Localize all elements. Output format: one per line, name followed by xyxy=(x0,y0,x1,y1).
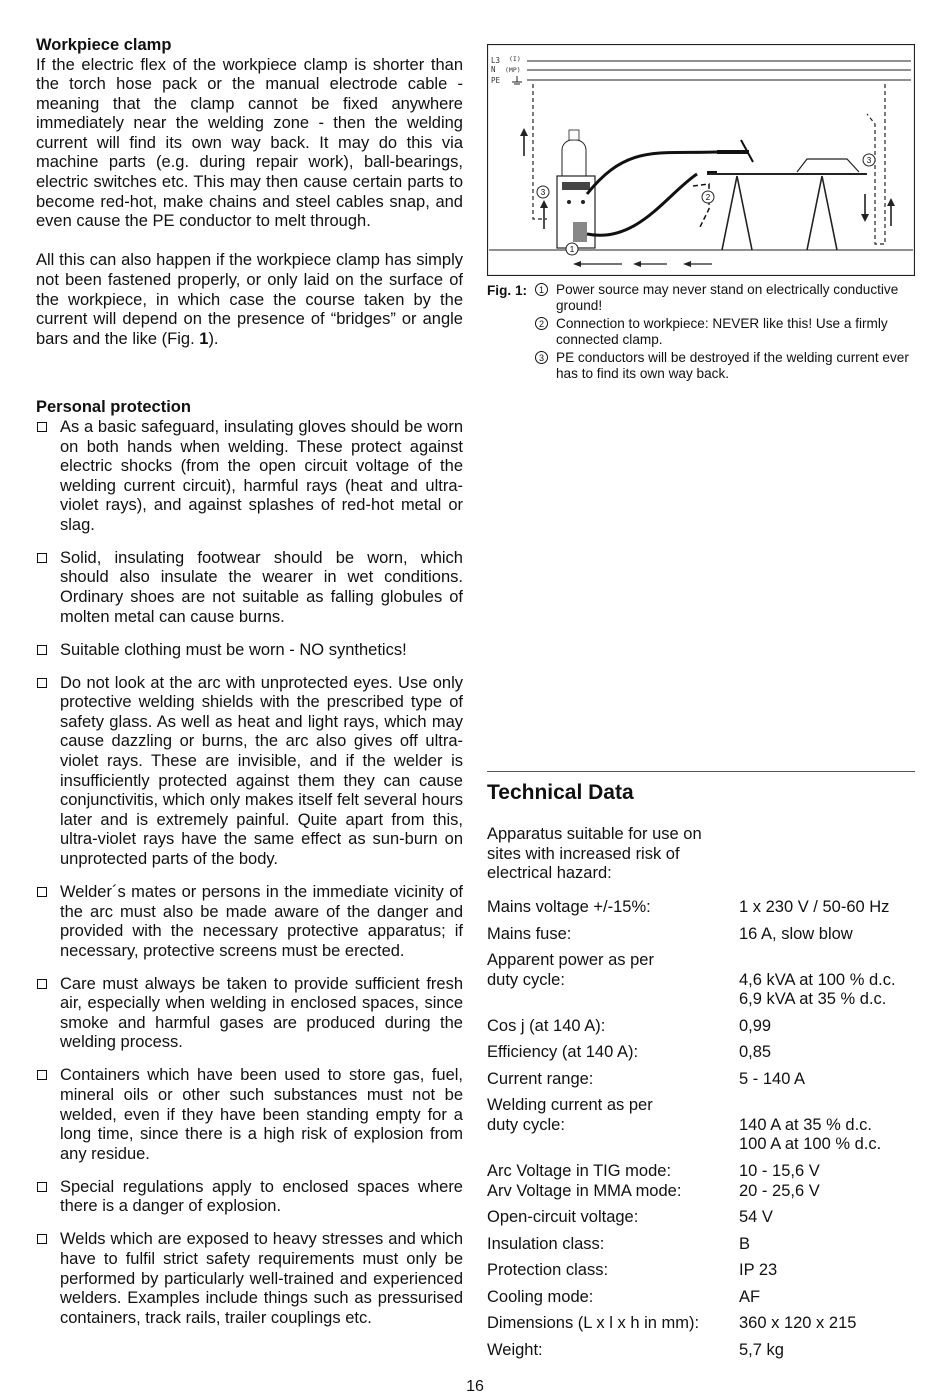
checkbox-square-icon xyxy=(37,1182,47,1192)
line-label-l3: L3 xyxy=(491,56,501,65)
list-item: Welder´s mates or persons in the immediate vicinity of the arc must also be made aware of the danger and provided with the necessary protective apparatus; if necessary, protective screens must be erected. xyxy=(36,883,463,961)
checkbox-square-icon xyxy=(37,422,47,432)
marker-3-right: 3 xyxy=(866,156,872,165)
checkbox-square-icon xyxy=(37,1070,47,1080)
marker-1: 1 xyxy=(569,245,575,254)
welding-circuit-illustration xyxy=(487,44,915,276)
technical-data-heading: Technical Data xyxy=(487,781,634,804)
workpiece-paragraph-2: All this can also happen if the workpiece clamp has simply not been fastened properly, or only laid on the surface of the workpiece, in which case the course taken by the current will depend on the presence of “bridges” or angle bars and the like (Fig. 1). xyxy=(36,251,463,348)
workpiece-clamp-heading: Workpiece clamp xyxy=(36,36,172,54)
marker-2: 2 xyxy=(705,193,711,202)
left-column xyxy=(36,36,463,1342)
section-divider xyxy=(487,771,915,772)
checkbox-square-icon xyxy=(37,678,47,688)
line-label-i: (I) xyxy=(509,55,521,63)
list-item: Suitable clothing must be worn - NO synthetics! xyxy=(36,641,463,661)
circled-number-2: 2 xyxy=(535,317,548,330)
caption-item: 2 Connection to workpiece: NEVER like this! Use a firmly connected clamp. xyxy=(535,316,915,347)
list-item: Solid, insulating footwear should be worn, which should also insulate the wearer in wet conditions. Ordinary shoes are not suitable as falling globules of molten metal can cause burns. xyxy=(36,549,463,627)
circled-number-1: 1 xyxy=(535,283,548,296)
checkbox-square-icon xyxy=(37,979,47,989)
list-item: Special regulations apply to enclosed spaces where there is a danger of explosion. xyxy=(36,1178,463,1217)
checkbox-square-icon xyxy=(37,887,47,897)
figure-label: Fig. 1: xyxy=(487,283,528,298)
figure-reference: 1 xyxy=(199,329,209,348)
line-label-mp: (MP) xyxy=(505,66,521,74)
list-item: Do not look at the arc with unprotected eyes. Use only protective welding shields with the prescribed type of safety glass. As well as heat and light rays, which may cause dazzling or burns, the arc also gives off ultra-violet rays. These are invisible, and if the welder is insufficiently protected against them they can cause conjunctivitis, which only makes itself felt several hours later and is extremely painful. Quite apart from this, ultra-violet rays have the same effect as sun-burn on unprotected parts of the body. xyxy=(36,674,463,870)
workpiece-paragraph-1: If the electric flex of the workpiece clamp is shorter than the torch hose pack or the manual electrode cable - meaning that the clamp cannot be fixed anywhere immediately near the welding zone - then the welding current will find its own way back. It may do this via machine parts (e.g. during repair work), ball-bearings, electric switches etc. This may then cause certain parts to become red-hot, make chains and steel cables snap, and even cause the PE conductor to melt through. xyxy=(36,55,463,231)
caption-item: 3 PE conductors will be destroyed if the welding current ever has to find its own way back. xyxy=(535,350,915,381)
caption-item: 1 Power source may never stand on electrically conductive ground! xyxy=(535,282,915,313)
page-number: 16 xyxy=(466,1378,484,1395)
list-item: Welds which are exposed to heavy stresses and which have to fulfil strict safety requirements must only be performed by particularly well-trained and experienced welders. Examples include things such as pressurised containers, track rails, trailer couplings etc. xyxy=(36,1230,463,1328)
checkbox-square-icon xyxy=(37,553,47,563)
personal-protection-heading: Personal protection xyxy=(36,398,191,417)
protection-list xyxy=(36,418,463,1328)
checkbox-square-icon xyxy=(37,645,47,655)
line-label-pe: PE xyxy=(491,76,501,85)
line-label-n: N xyxy=(491,65,496,74)
circled-number-3: 3 xyxy=(535,351,548,364)
list-item: Containers which have been used to store gas, fuel, mineral oils or other such substances must not be welded, even if they have been standing empty for a long time, since there is a high risk of explosion from any residue. xyxy=(36,1066,463,1164)
list-item: As a basic safeguard, insulating gloves should be worn on both hands when welding. These protect against electric shocks (from the open circuit voltage of the welding current circuit), harmful rays (heat and ultra-violet rays), and against splashes of red-hot metal or slag. xyxy=(36,418,463,536)
checkbox-square-icon xyxy=(37,1234,47,1244)
list-item: Care must always be taken to provide sufficient fresh air, especially when welding in enclosed spaces, since smoke and harmful gases are produced during the welding process. xyxy=(36,975,463,1053)
marker-3-left: 3 xyxy=(540,188,546,197)
technical-data-intro: Apparatus suitable for use on sites with increased risk of electrical hazard: xyxy=(487,825,702,883)
